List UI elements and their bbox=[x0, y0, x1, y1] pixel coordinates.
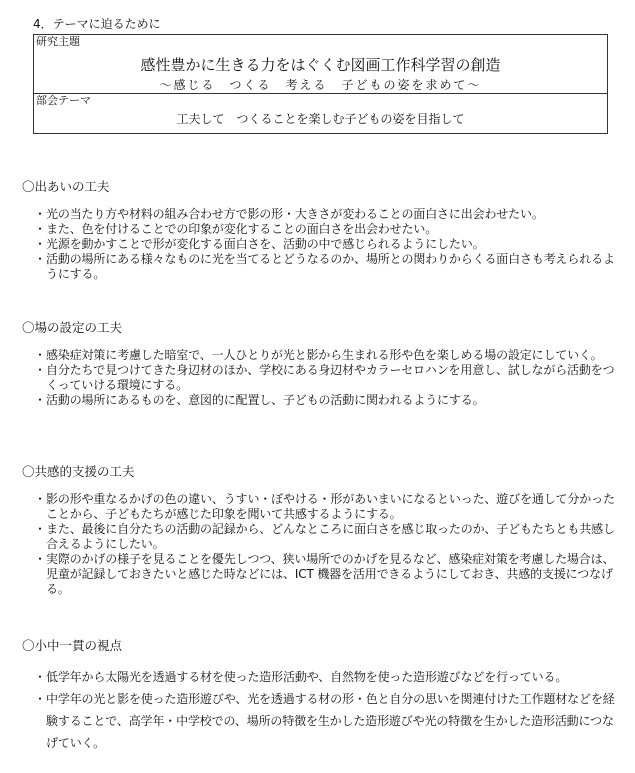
theme-box bbox=[33, 34, 608, 134]
section-title: 〇場の設定の工夫 bbox=[22, 320, 123, 335]
list-item-text: 中学年の光と影を使った造形遊びや、光を透過する材の形・色と自分の思いを関連付けた工作題材などを経験することで、高学年・中学校での、場所の特徴を生かした造形遊びや光の特徴を生かした造形活動につなげていく。 bbox=[46, 692, 615, 750]
bukai-theme-text: 工夫して つくることを楽しむ子どもの姿を目指して bbox=[176, 112, 465, 126]
bullet-list bbox=[22, 492, 622, 597]
section-heading: 4．テーマに迫るために bbox=[33, 17, 161, 31]
bullet-list bbox=[22, 666, 622, 754]
bullet-marker: ・ bbox=[34, 522, 46, 536]
list-item-text: 影の形や重なるかげの色の違い、うすい・ぼやける・形があいまいになるといった、遊びを通して分かったことから、子どもたちが感じた印象を聞いて共感するようにする。 bbox=[46, 492, 615, 521]
list-item-text: 光の当たり方や材料の組み合わせ方で影の形・大きさが変わることの面白さに出会わせたい。 bbox=[46, 207, 544, 221]
research-theme-label: 研究主題 bbox=[36, 35, 80, 48]
list-item-text: また、色を付けることでの印象が変化することの面白さを出会わせたい。 bbox=[46, 222, 438, 236]
bullet-marker: ・ bbox=[34, 207, 46, 221]
bullet-marker: ・ bbox=[34, 348, 46, 362]
list-item-text: 低学年から太陽光を透過する材を使った造形活動や、自然物を使った造形遊びなどを行っている。 bbox=[46, 670, 568, 684]
bullet-list bbox=[22, 207, 622, 282]
bullet-marker: ・ bbox=[34, 552, 46, 566]
list-item bbox=[34, 207, 624, 222]
bullet-marker: ・ bbox=[34, 393, 46, 407]
bullet-marker: ・ bbox=[34, 222, 46, 236]
bullet-marker: ・ bbox=[34, 363, 46, 377]
list-item bbox=[34, 492, 624, 522]
list-item bbox=[34, 552, 624, 597]
list-item-text: 活動の場所にある様々なものに光を当てるとどうなるのか、場所との関わりからくる面白さも考えられるようにする。 bbox=[46, 252, 615, 281]
bullet-marker: ・ bbox=[34, 670, 46, 684]
research-main-title: 感性豊かに生きる力をはぐくむ図画工作科学習の創造 bbox=[140, 56, 501, 74]
list-item bbox=[34, 348, 624, 363]
list-item bbox=[34, 252, 624, 282]
section-title: 〇共感的支援の工夫 bbox=[22, 464, 135, 479]
section-title: 〇小中一貫の視点 bbox=[22, 638, 123, 653]
bullet-marker: ・ bbox=[34, 492, 46, 506]
list-item bbox=[34, 393, 624, 408]
list-item bbox=[34, 666, 624, 688]
list-item-text: 実際のかげの様子を見ることを優先しつつ、狭い場所でのかげを見るなど、感染症対策を考慮した場合は、児童が記録しておきたいと感じた時などには、ICT 機器を活用できるようにしておき、共感的支援につなげる。 bbox=[46, 552, 615, 596]
bullet-marker: ・ bbox=[34, 252, 46, 266]
list-item bbox=[34, 363, 624, 393]
bullet-list bbox=[22, 348, 622, 408]
bullet-marker: ・ bbox=[34, 237, 46, 251]
bullet-marker: ・ bbox=[34, 692, 46, 706]
list-item-text: 活動の場所にあるものを、意図的に配置し、子どもの活動に関われるようにする。 bbox=[46, 393, 485, 407]
list-item-text: 光源を動かすことで形が変化する面白さを、活動の中で感じられるようにしたい。 bbox=[46, 237, 485, 251]
list-item bbox=[34, 222, 624, 237]
list-item bbox=[34, 522, 624, 552]
list-item-text: 自分たちで見つけてきた身辺材のほか、学校にある身辺材やカラーセロハンを用意し、試しながら活動をつくっていける環境にする。 bbox=[46, 363, 615, 392]
section-encounter bbox=[22, 179, 622, 282]
list-item-text: また、最後に自分たちの活動の記録から、どんなところに面白さを感じ取ったのか、子どもたちとも共感し合えるようにしたい。 bbox=[46, 522, 615, 551]
section-title: 〇出あいの工夫 bbox=[22, 179, 110, 194]
section-empathy bbox=[22, 464, 622, 597]
list-item-text: 感染症対策に考慮した暗室で、一人ひとりが光と影から生まれる形や色を楽しめる場の設定にしていく。 bbox=[46, 348, 603, 362]
list-item bbox=[34, 688, 624, 754]
bukai-theme-label: 部会テーマ bbox=[34, 93, 607, 108]
section-continuity bbox=[22, 638, 622, 754]
list-item bbox=[34, 237, 624, 252]
section-setting bbox=[22, 320, 622, 408]
research-sub-title: ～感じる つくる 考える 子どもの姿を求めて～ bbox=[159, 78, 482, 92]
